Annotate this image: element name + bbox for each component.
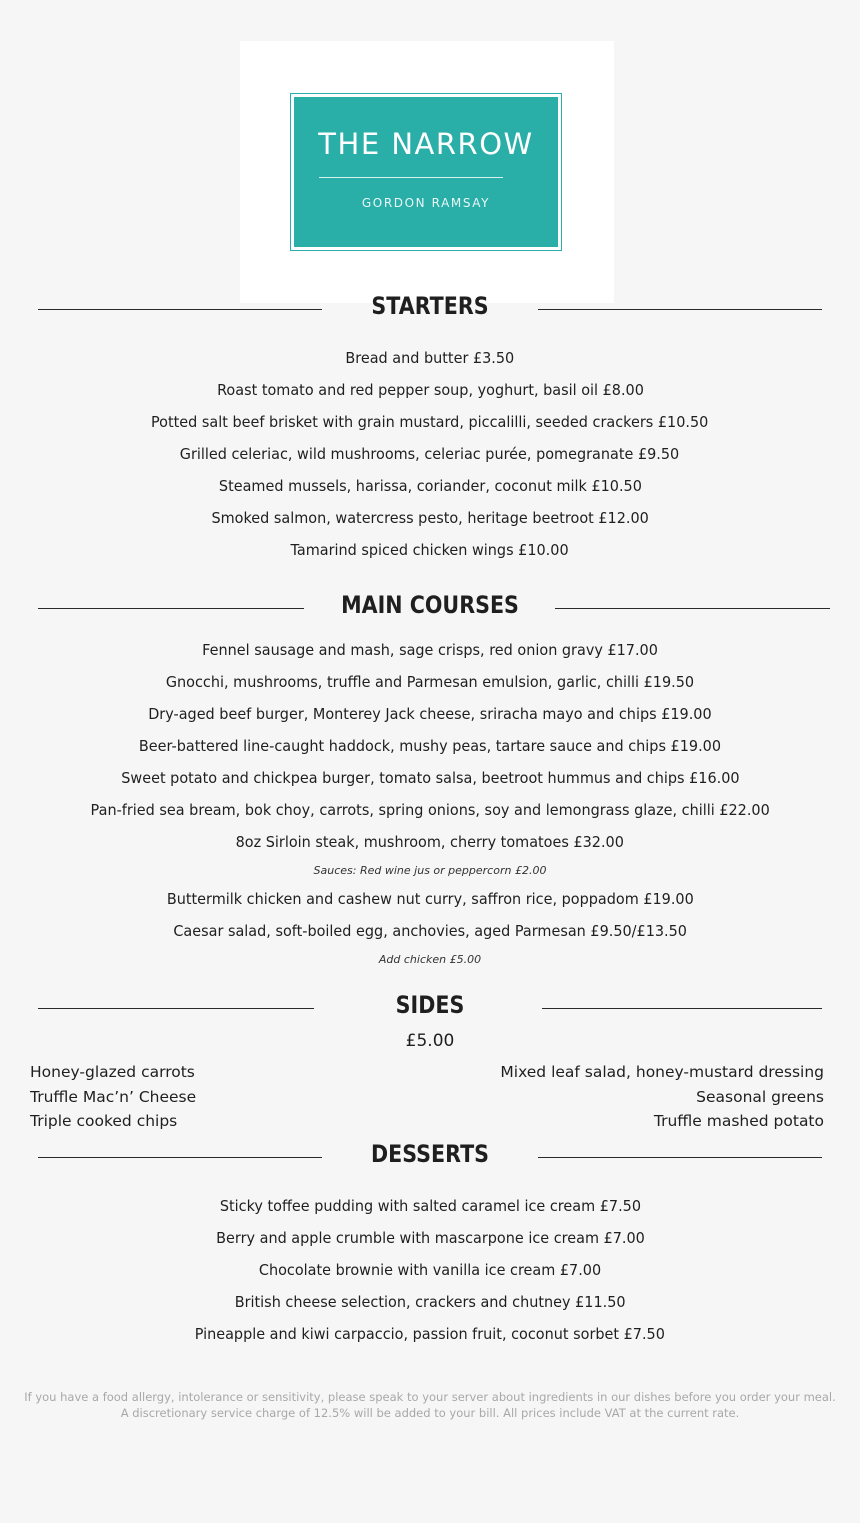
side-item: Seasonal greens xyxy=(696,1087,824,1106)
section-title-mains: MAIN COURSES xyxy=(341,591,519,619)
logo-frame xyxy=(290,93,562,251)
sauces-note: Sauces: Red wine jus or peppercorn £2.00 xyxy=(313,864,547,877)
menu-item: Sweet potato and chickpea burger, tomato salsa, beetroot hummus and chips £16.00 xyxy=(120,769,740,787)
sides-list-left xyxy=(30,1060,196,1134)
logo-title: THE NARROW xyxy=(318,127,534,161)
side-item: Triple cooked chips xyxy=(30,1112,178,1130)
section-title-sides: SIDES xyxy=(395,991,465,1019)
side-item: Honey-glazed carrots xyxy=(30,1063,195,1081)
menu-item: Fennel sausage and mash, sage crisps, red onion gravy £17.00 xyxy=(202,641,658,659)
side-item: Mixed leaf salad, honey-mustard dressing xyxy=(500,1063,824,1081)
mains-header xyxy=(0,591,860,625)
sides-header xyxy=(0,991,860,1025)
divider-right xyxy=(555,608,830,609)
side-item: Truffle Mac’n’ Cheese xyxy=(30,1087,197,1106)
menu-item: 8oz Sirloin steak, mushroom, cherry tomatoes £32.00 xyxy=(235,833,625,851)
section-title-starters: STARTERS xyxy=(371,292,489,320)
divider-right xyxy=(538,1157,822,1158)
menu-item: Dry-aged beef burger, Monterey Jack cheese, sriracha mayo and chips £19.00 xyxy=(148,705,712,723)
menu-item: Steamed mussels, harissa, coriander, coconut milk £10.50 xyxy=(218,477,642,495)
menu-item: Potted salt beef brisket with grain mustard, piccalilli, seeded crackers £10.50 xyxy=(151,413,709,431)
service-charge-notice: A discretionary service charge of 12.5% will be added to your bill. All prices include VAT at the current rate. xyxy=(120,1406,740,1420)
logo-badge xyxy=(294,97,558,247)
menu-item: Grilled celeriac, wild mushrooms, celeriac purée, pomegranate £9.50 xyxy=(180,445,680,463)
menu-item: Caesar salad, soft-boiled egg, anchovies, aged Parmesan £9.50/£13.50 xyxy=(173,922,687,940)
divider-right xyxy=(542,1008,822,1009)
menu-item: British cheese selection, crackers and chutney £11.50 xyxy=(234,1293,626,1311)
menu-item: Berry and apple crumble with mascarpone ice cream £7.00 xyxy=(215,1229,645,1247)
menu-item: Smoked salmon, watercress pesto, heritage beetroot £12.00 xyxy=(211,509,649,527)
menu-item: Buttermilk chicken and cashew nut curry, saffron rice, poppadom £19.00 xyxy=(166,890,694,908)
menu-item: Bread and butter £3.50 xyxy=(345,349,515,367)
divider-right xyxy=(538,309,822,310)
sides-list-right xyxy=(500,1060,824,1134)
logo xyxy=(240,41,614,303)
starters-header xyxy=(0,292,860,326)
allergy-notice: If you have a food allergy, intolerance or sensitivity, please speak to your server about ingredients in our dishes before you order your meal. xyxy=(24,1390,836,1404)
menu-item: Roast tomato and red pepper soup, yoghurt, basil oil £8.00 xyxy=(216,381,644,399)
desserts-header xyxy=(0,1140,860,1174)
allergy-footer xyxy=(0,1389,860,1421)
menu-item: Chocolate brownie with vanilla ice cream £7.00 xyxy=(258,1261,602,1279)
sides-price: £5.00 xyxy=(405,1031,455,1051)
menu-item: Pan-fried sea bream, bok choy, carrots, spring onions, soy and lemongrass glaze, chilli £22.00 xyxy=(90,801,770,819)
menu-item: Tamarind spiced chicken wings £10.00 xyxy=(290,541,570,559)
menu-item: Pineapple and kiwi carpaccio, passion fruit, coconut sorbet £7.50 xyxy=(194,1325,666,1343)
logo-subtitle: GORDON RAMSAY xyxy=(361,196,491,210)
menu-item: Beer-battered line-caught haddock, mushy peas, tartare sauce and chips £19.00 xyxy=(138,737,722,755)
menu-item: Gnocchi, mushrooms, truffle and Parmesan emulsion, garlic, chilli £19.50 xyxy=(165,673,695,691)
add-chicken-note: Add chicken £5.00 xyxy=(378,953,482,966)
side-item: Truffle mashed potato xyxy=(653,1112,824,1130)
section-title-desserts: DESSERTS xyxy=(370,1140,490,1168)
menu-item: Sticky toffee pudding with salted caramel ice cream £7.50 xyxy=(219,1197,641,1215)
logo-divider xyxy=(319,177,503,178)
